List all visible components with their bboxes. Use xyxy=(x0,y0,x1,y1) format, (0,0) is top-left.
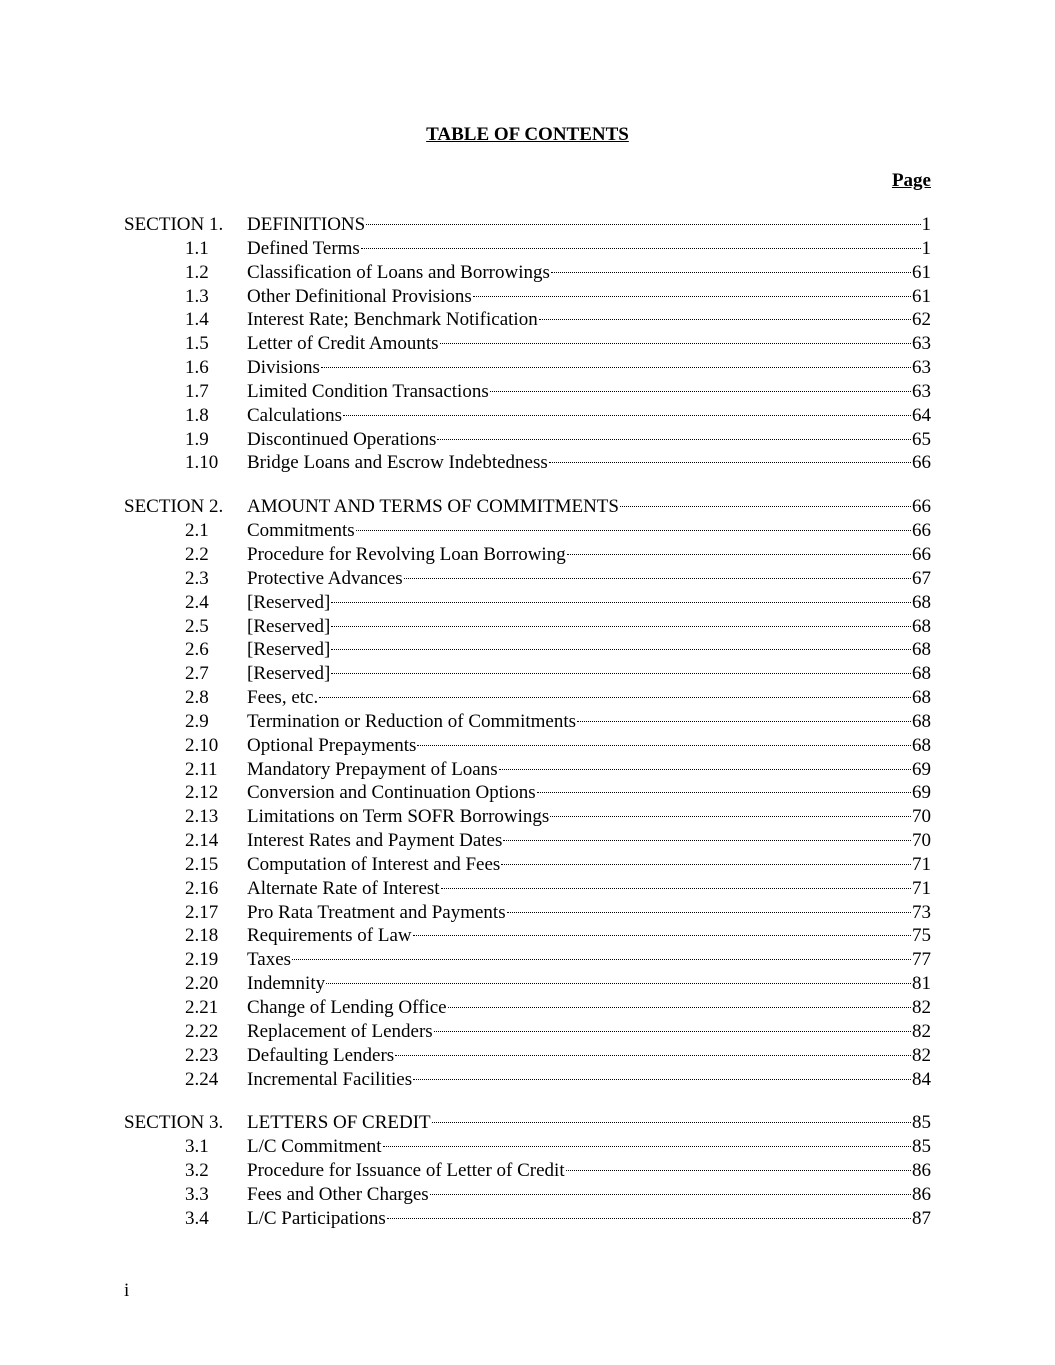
dot-leader xyxy=(319,697,911,698)
dot-leader xyxy=(503,840,911,841)
toc-entry-number: 3.2 xyxy=(185,1160,209,1182)
toc-entry-number: 2.20 xyxy=(185,973,219,995)
toc-entry-page: 85 xyxy=(912,1136,931,1158)
toc-entry[interactable] xyxy=(124,758,931,782)
toc-entry[interactable] xyxy=(124,380,931,404)
toc-entry[interactable] xyxy=(124,1135,931,1159)
toc-entry-page: 61 xyxy=(912,261,931,283)
dot-leader xyxy=(499,769,911,770)
toc-entry-page: 68 xyxy=(912,710,931,732)
toc-entry[interactable] xyxy=(124,543,931,567)
toc-entry-page: 66 xyxy=(912,543,931,565)
dot-leader xyxy=(430,1194,911,1195)
footer-page-number: i xyxy=(124,1280,130,1301)
dot-leader xyxy=(537,792,911,793)
toc-entry-number: 2.2 xyxy=(185,543,209,565)
toc-entry-page: 63 xyxy=(912,380,931,402)
toc-entry-page: 70 xyxy=(912,806,931,828)
toc-entry-title: Computation of Interest and Fees xyxy=(247,853,501,875)
toc-entry-number: SECTION 3. xyxy=(124,1112,224,1134)
dot-leader xyxy=(432,1122,911,1123)
toc-entry-page: 66 xyxy=(912,520,931,542)
toc-entry[interactable] xyxy=(124,519,931,543)
toc-entry-number: 2.24 xyxy=(185,1068,219,1090)
toc-entry-title: Conversion and Continuation Options xyxy=(247,782,536,804)
toc-entry-page: 71 xyxy=(912,877,931,899)
dot-leader xyxy=(326,983,911,984)
toc-entry-number: 2.8 xyxy=(185,687,209,709)
toc-entry-page: 82 xyxy=(912,1020,931,1042)
toc-entry-number: 2.3 xyxy=(185,567,209,589)
toc-entry-page: 61 xyxy=(912,285,931,307)
toc-entry-title: Alternate Rate of Interest xyxy=(247,877,440,899)
toc-entry-title: Letter of Credit Amounts xyxy=(247,333,439,355)
toc-entry[interactable] xyxy=(124,308,931,332)
toc-entry-number: 1.8 xyxy=(185,404,209,426)
toc-entry-title: Taxes xyxy=(247,949,292,971)
toc-entry-number: 1.7 xyxy=(185,380,209,402)
toc-entry[interactable] xyxy=(124,877,931,901)
toc-entry-title: [Reserved] xyxy=(247,591,331,613)
toc-entry[interactable] xyxy=(124,662,931,686)
toc-entry-title: Requirements of Law xyxy=(247,925,412,947)
toc-entry-page: 68 xyxy=(912,639,931,661)
toc-entry-title: Change of Lending Office xyxy=(247,997,447,1018)
toc-entry-page: 84 xyxy=(912,1068,931,1090)
toc-entry-page: 67 xyxy=(912,567,931,589)
dot-leader xyxy=(331,626,911,627)
toc-entry[interactable] xyxy=(124,1159,931,1183)
toc-entry[interactable] xyxy=(124,805,931,829)
toc-entry-title: Bridge Loans and Escrow Indebtedness xyxy=(247,452,548,474)
toc-section xyxy=(124,495,931,1091)
toc-entry[interactable] xyxy=(124,404,931,428)
toc-entry[interactable] xyxy=(124,853,931,877)
dot-leader xyxy=(490,391,911,392)
toc-entry-number: 2.16 xyxy=(185,877,219,899)
toc-entry-title: Defined Terms xyxy=(247,237,360,259)
dot-leader xyxy=(577,721,911,722)
toc-entry-title: Indemnity xyxy=(247,973,326,995)
dot-leader xyxy=(387,1218,911,1219)
toc-entry[interactable] xyxy=(124,332,931,356)
toc-entry-page: 68 xyxy=(912,615,931,637)
dot-leader xyxy=(440,343,911,344)
toc-entry[interactable] xyxy=(124,948,931,972)
toc-entry-page: 75 xyxy=(912,925,931,947)
toc-entry-page: 82 xyxy=(912,997,931,1018)
toc-entry-number: 3.4 xyxy=(185,1207,209,1229)
toc-entry-number: 3.3 xyxy=(185,1183,209,1205)
dot-leader xyxy=(366,224,920,225)
toc-section xyxy=(124,213,931,475)
page-title: TABLE OF CONTENTS xyxy=(426,124,629,145)
toc-entry-page: 62 xyxy=(912,309,931,331)
toc-entry-number: 2.7 xyxy=(185,663,209,685)
toc-entry[interactable] xyxy=(124,261,931,285)
toc-entry[interactable] xyxy=(124,1020,931,1044)
toc-entry-number: 2.6 xyxy=(185,639,209,661)
toc-section-heading[interactable] xyxy=(124,1111,931,1135)
toc-entry-title: AMOUNT AND TERMS OF COMMITMENTS xyxy=(247,496,619,518)
toc-entry[interactable] xyxy=(124,1207,931,1231)
dot-leader xyxy=(417,745,911,746)
dot-leader xyxy=(413,1079,911,1080)
toc-entry-page: 69 xyxy=(912,782,931,804)
toc-entry-title: Incremental Facilities xyxy=(247,1068,413,1090)
toc-entry-number: 2.13 xyxy=(185,806,219,828)
toc-entry-page: 65 xyxy=(912,428,931,450)
toc-entry-title: Discontinued Operations xyxy=(247,428,437,450)
toc-entry-title: [Reserved] xyxy=(247,639,331,661)
toc-entry[interactable] xyxy=(124,781,931,805)
dot-leader xyxy=(551,272,911,273)
dot-leader xyxy=(343,415,911,416)
toc-entry[interactable] xyxy=(124,924,931,948)
toc-section-heading[interactable] xyxy=(124,213,931,237)
toc-entry-page: 1 xyxy=(921,237,931,259)
dot-leader xyxy=(356,530,911,531)
toc-entry-number: 2.12 xyxy=(185,782,219,804)
toc-entry-page: 82 xyxy=(912,1044,931,1066)
toc-entry-page: 81 xyxy=(912,973,931,995)
toc-entry-page: 86 xyxy=(912,1183,931,1205)
toc-entry-number: 1.9 xyxy=(185,428,209,450)
toc-entry-number: 2.11 xyxy=(185,758,218,780)
toc-entry-page: 87 xyxy=(912,1207,931,1229)
toc-entry-number: 1.4 xyxy=(185,309,209,331)
toc-entry[interactable] xyxy=(124,686,931,710)
toc-entry-title: [Reserved] xyxy=(247,615,331,637)
toc-entry-title: Replacement of Lenders xyxy=(247,1020,433,1042)
toc-entry-number: 1.6 xyxy=(185,357,209,379)
toc-entry-number: 2.15 xyxy=(185,853,219,875)
toc-entry-number: SECTION 1. xyxy=(124,214,224,235)
dot-leader xyxy=(413,935,911,936)
toc-entry[interactable] xyxy=(124,996,931,1020)
toc-entry-page: 77 xyxy=(912,949,931,971)
dot-leader xyxy=(507,912,911,913)
toc-entry-title: Termination or Reduction of Commitments xyxy=(247,710,577,732)
toc-entry-page: 85 xyxy=(912,1112,931,1134)
toc-entry[interactable] xyxy=(124,901,931,925)
toc-entry-title: Fees and Other Charges xyxy=(247,1183,429,1205)
dot-leader xyxy=(292,959,911,960)
toc-entry-number: 2.9 xyxy=(185,710,209,732)
dot-leader xyxy=(331,649,911,650)
toc-entry[interactable] xyxy=(124,567,931,591)
dot-leader xyxy=(550,816,911,817)
dot-leader xyxy=(437,439,911,440)
dot-leader xyxy=(567,554,911,555)
toc-entry-title: DEFINITIONS xyxy=(247,214,366,235)
dot-leader xyxy=(501,864,911,865)
toc-entry-title: Procedure for Revolving Loan Borrowing xyxy=(247,543,566,565)
toc-entry-page: 71 xyxy=(912,853,931,875)
toc-entry-title: Interest Rates and Payment Dates xyxy=(247,830,503,852)
toc-entry-page: 1 xyxy=(921,214,931,235)
toc-entry-page: 64 xyxy=(912,404,931,426)
toc-entry-title: Limitations on Term SOFR Borrowings xyxy=(247,806,550,828)
toc-entry[interactable] xyxy=(124,734,931,758)
toc-entry-title: Fees, etc. xyxy=(247,687,319,709)
dot-leader xyxy=(331,602,911,603)
toc-entry-page: 63 xyxy=(912,357,931,379)
toc-entry-title: Commitments xyxy=(247,520,355,542)
toc-entry[interactable] xyxy=(124,615,931,639)
toc-entry-number: 2.22 xyxy=(185,1020,219,1042)
toc-entry-number: 2.10 xyxy=(185,734,219,756)
toc-entry[interactable] xyxy=(124,451,931,475)
toc-entry-title: Defaulting Lenders xyxy=(247,1044,395,1066)
table-of-contents xyxy=(124,213,931,1251)
toc-entry[interactable] xyxy=(124,356,931,380)
toc-entry-title: LETTERS OF CREDIT xyxy=(247,1112,431,1134)
toc-entry-number: 1.3 xyxy=(185,285,209,307)
dot-leader xyxy=(539,319,911,320)
dot-leader xyxy=(448,1007,911,1008)
toc-entry-title: Optional Prepayments xyxy=(247,734,417,756)
toc-section xyxy=(124,1111,931,1230)
toc-entry-page: 69 xyxy=(912,758,931,780)
toc-entry-page: 68 xyxy=(912,591,931,613)
dot-leader xyxy=(473,296,911,297)
toc-entry-title: L/C Participations xyxy=(247,1207,386,1229)
toc-entry-title: Calculations xyxy=(247,404,342,426)
dot-leader xyxy=(331,673,911,674)
toc-entry-number: 2.19 xyxy=(185,949,219,971)
toc-entry-title: L/C Commitment xyxy=(247,1136,382,1158)
toc-entry-title: Divisions xyxy=(247,357,320,379)
dot-leader xyxy=(441,888,911,889)
toc-entry[interactable] xyxy=(124,710,931,734)
toc-entry-page: 66 xyxy=(912,496,931,518)
toc-entry-page: 73 xyxy=(912,901,931,923)
toc-entry-title: Mandatory Prepayment of Loans xyxy=(247,758,498,780)
dot-leader xyxy=(434,1031,911,1032)
page-column-header: Page xyxy=(891,170,931,191)
toc-entry-number: 2.4 xyxy=(185,591,209,613)
toc-entry-title: Procedure for Issuance of Letter of Credit xyxy=(247,1160,565,1182)
toc-entry-number: 1.5 xyxy=(185,333,209,355)
toc-entry-title: [Reserved] xyxy=(247,663,331,685)
dot-leader xyxy=(620,506,911,507)
dot-leader xyxy=(361,248,921,249)
dot-leader xyxy=(549,462,911,463)
toc-entry-number: 2.1 xyxy=(185,520,209,542)
toc-entry-page: 68 xyxy=(912,734,931,756)
toc-entry[interactable] xyxy=(124,1044,931,1068)
toc-entry-number: 2.23 xyxy=(185,1044,219,1066)
toc-entry-number: 3.1 xyxy=(185,1136,209,1158)
toc-entry-number: 1.10 xyxy=(185,452,219,474)
toc-entry-number: SECTION 2. xyxy=(124,496,224,518)
toc-entry-number: 2.14 xyxy=(185,830,219,852)
toc-entry[interactable] xyxy=(124,428,931,452)
toc-entry-page: 63 xyxy=(912,333,931,355)
toc-entry[interactable] xyxy=(124,829,931,853)
toc-entry-page: 70 xyxy=(912,830,931,852)
toc-entry[interactable] xyxy=(124,972,931,996)
toc-entry-number: 2.5 xyxy=(185,615,209,637)
toc-entry-title: Protective Advances xyxy=(247,567,403,589)
dot-leader xyxy=(566,1170,911,1171)
toc-entry[interactable] xyxy=(124,237,931,261)
toc-entry[interactable] xyxy=(124,1068,931,1092)
toc-entry-number: 2.17 xyxy=(185,901,219,923)
toc-entry-page: 66 xyxy=(912,452,931,474)
toc-section-heading[interactable] xyxy=(124,495,931,519)
toc-entry-title: Pro Rata Treatment and Payments xyxy=(247,901,506,923)
toc-entry-number: 1.1 xyxy=(185,237,209,259)
toc-entry-number: 2.21 xyxy=(185,997,219,1018)
toc-entry[interactable] xyxy=(124,285,931,309)
toc-entry-title: Other Definitional Provisions xyxy=(247,285,472,307)
toc-entry-page: 86 xyxy=(912,1160,931,1182)
dot-leader xyxy=(404,578,911,579)
toc-entry-page: 68 xyxy=(912,663,931,685)
dot-leader xyxy=(321,367,911,368)
toc-entry-title: Classification of Loans and Borrowings xyxy=(247,261,550,283)
toc-entry-number: 2.18 xyxy=(185,925,219,947)
toc-entry-title: Limited Condition Transactions xyxy=(247,380,489,402)
toc-entry[interactable] xyxy=(124,638,931,662)
dot-leader xyxy=(383,1146,911,1147)
toc-entry-page: 68 xyxy=(912,687,931,709)
toc-entry-title: Interest Rate; Benchmark Notification xyxy=(247,309,538,331)
toc-entry-number: 1.2 xyxy=(185,261,209,283)
dot-leader xyxy=(395,1055,911,1056)
toc-entry[interactable] xyxy=(124,1183,931,1207)
toc-entry[interactable] xyxy=(124,591,931,615)
